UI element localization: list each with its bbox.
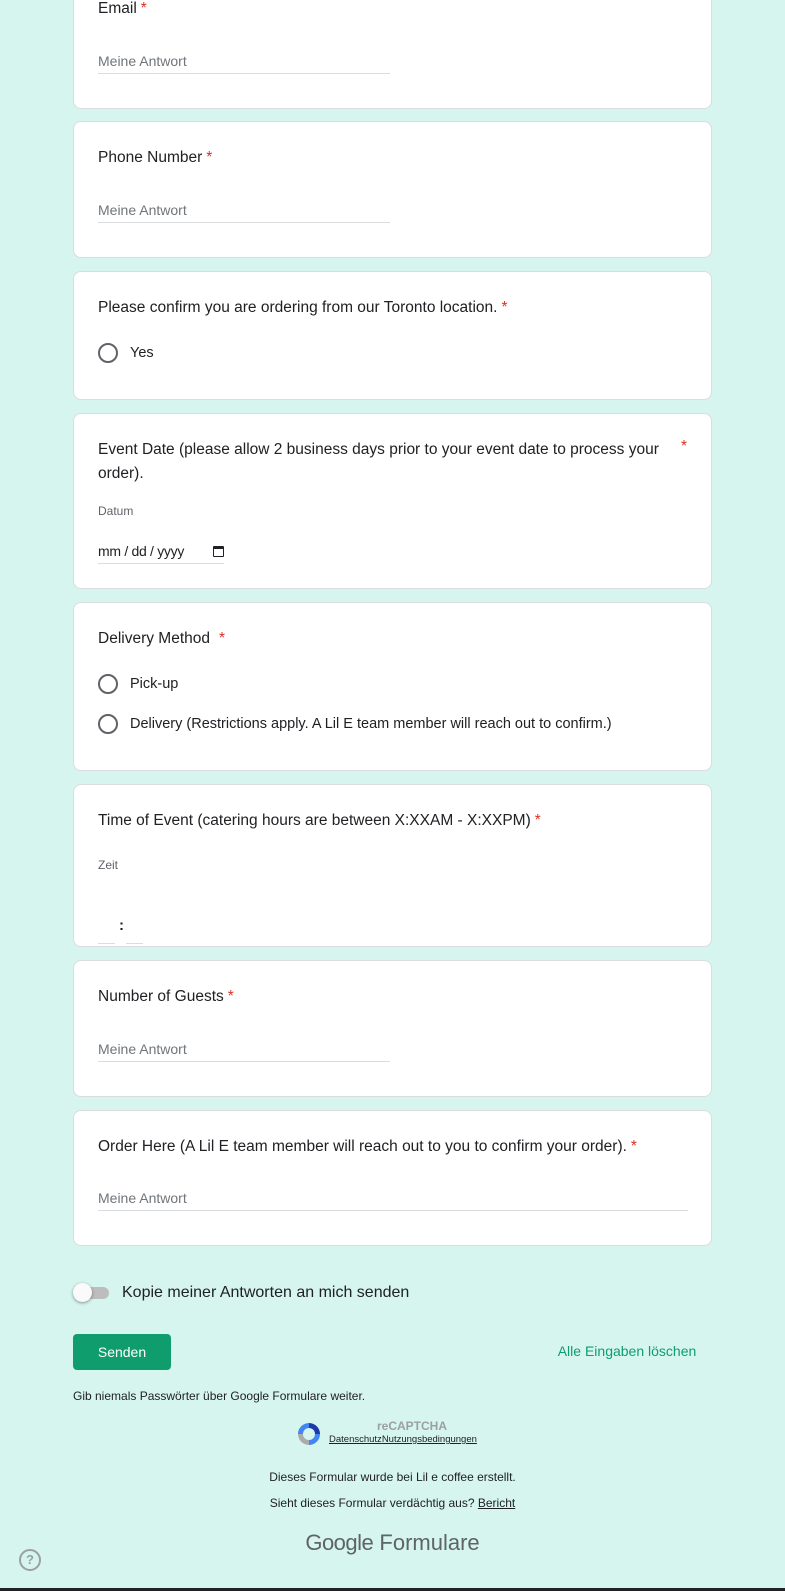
question-card-location: [73, 271, 712, 400]
order-input[interactable]: [98, 1190, 688, 1211]
suspicious-note: [0, 1496, 785, 1510]
brand-product: Formulare: [379, 1530, 480, 1555]
privacy-link[interactable]: Datenschutz: [329, 1434, 382, 1445]
required-mark: *: [501, 299, 508, 316]
question-card-delivery: [73, 602, 712, 771]
phone-input[interactable]: [98, 202, 390, 223]
question-title-phone: Phone Number *: [98, 149, 213, 166]
date-placeholder: mm / dd / yyyy: [98, 543, 185, 559]
password-warning: Gib niemals Passwörter über Google Formulare weiter.: [73, 1389, 366, 1403]
time-separator: :: [119, 917, 124, 934]
created-note: Dieses Formular wurde bei Lil e coffee erstellt.: [269, 1470, 516, 1484]
hour-input[interactable]: [98, 923, 115, 944]
question-title-order: Order Here (A Lil E team member will reach out to you to confirm your order). *: [98, 1138, 637, 1155]
radio-circle[interactable]: [98, 674, 118, 694]
question-title-event-time: Time of Event (catering hours are between X:XXAM - X:XXPM) *: [98, 812, 541, 829]
question-title-location: Please confirm you are ordering from our Toronto location. *: [98, 299, 508, 316]
required-mark: *: [219, 630, 226, 647]
required-mark: *: [140, 0, 147, 17]
question-card-event-date: [73, 413, 712, 589]
copy-responses-toggle[interactable]: [73, 1281, 111, 1305]
radio-option-pickup[interactable]: [98, 674, 178, 694]
required-mark: *: [680, 438, 687, 455]
question-title-email: Email *: [98, 0, 147, 17]
required-mark: *: [206, 149, 213, 166]
terms-link[interactable]: Nutzungsbedingungen: [381, 1434, 477, 1445]
recaptcha-icon: [296, 1421, 322, 1447]
minute-input[interactable]: [126, 923, 143, 944]
question-card-order: [73, 1110, 712, 1246]
question-card-event-time: [73, 784, 712, 947]
radio-circle[interactable]: [98, 714, 118, 734]
question-card-guests: [73, 960, 712, 1097]
report-link[interactable]: Bericht: [477, 1496, 516, 1510]
copy-responses-label[interactable]: Kopie meiner Antworten an mich senden: [122, 1284, 410, 1301]
question-card-phone: [73, 121, 712, 258]
date-input[interactable]: [98, 539, 224, 564]
google-forms-logo[interactable]: [0, 1530, 785, 1556]
required-mark: *: [534, 812, 541, 829]
clear-form-button[interactable]: Alle Eingaben löschen: [557, 1343, 697, 1359]
toggle-knob[interactable]: [73, 1283, 92, 1302]
question-card-email: [73, 0, 712, 109]
question-title-event-date: Event Date (please allow 2 business days prior to your event date to process your order).: [98, 441, 659, 482]
question-title-delivery: Delivery Method *: [98, 630, 226, 647]
help-icon[interactable]: ?: [19, 1549, 41, 1571]
time-field-label: Zeit: [98, 858, 119, 872]
recaptcha-title: reCAPTCHA: [377, 1419, 448, 1433]
radio-label: Pick-up: [130, 676, 179, 692]
radio-option-delivery[interactable]: [98, 714, 612, 734]
submit-button[interactable]: Senden: [73, 1334, 171, 1370]
calendar-icon[interactable]: [213, 546, 224, 557]
question-title-guests: Number of Guests *: [98, 988, 234, 1005]
suspicious-text: Sieht dieses Formular verdächtig aus?: [269, 1496, 475, 1510]
guests-input[interactable]: [98, 1041, 390, 1062]
required-mark: *: [227, 988, 234, 1005]
email-input[interactable]: [98, 53, 390, 74]
radio-label: Yes: [130, 345, 154, 361]
brand-google: Google: [305, 1530, 374, 1555]
radio-option-yes[interactable]: [98, 343, 154, 363]
radio-label: Delivery (Restrictions apply. A Lil E team member will reach out to confirm.): [130, 716, 612, 732]
date-field-label: Datum: [98, 504, 134, 518]
recaptcha-links: [329, 1434, 477, 1445]
required-mark: *: [630, 1138, 637, 1155]
radio-circle[interactable]: [98, 343, 118, 363]
